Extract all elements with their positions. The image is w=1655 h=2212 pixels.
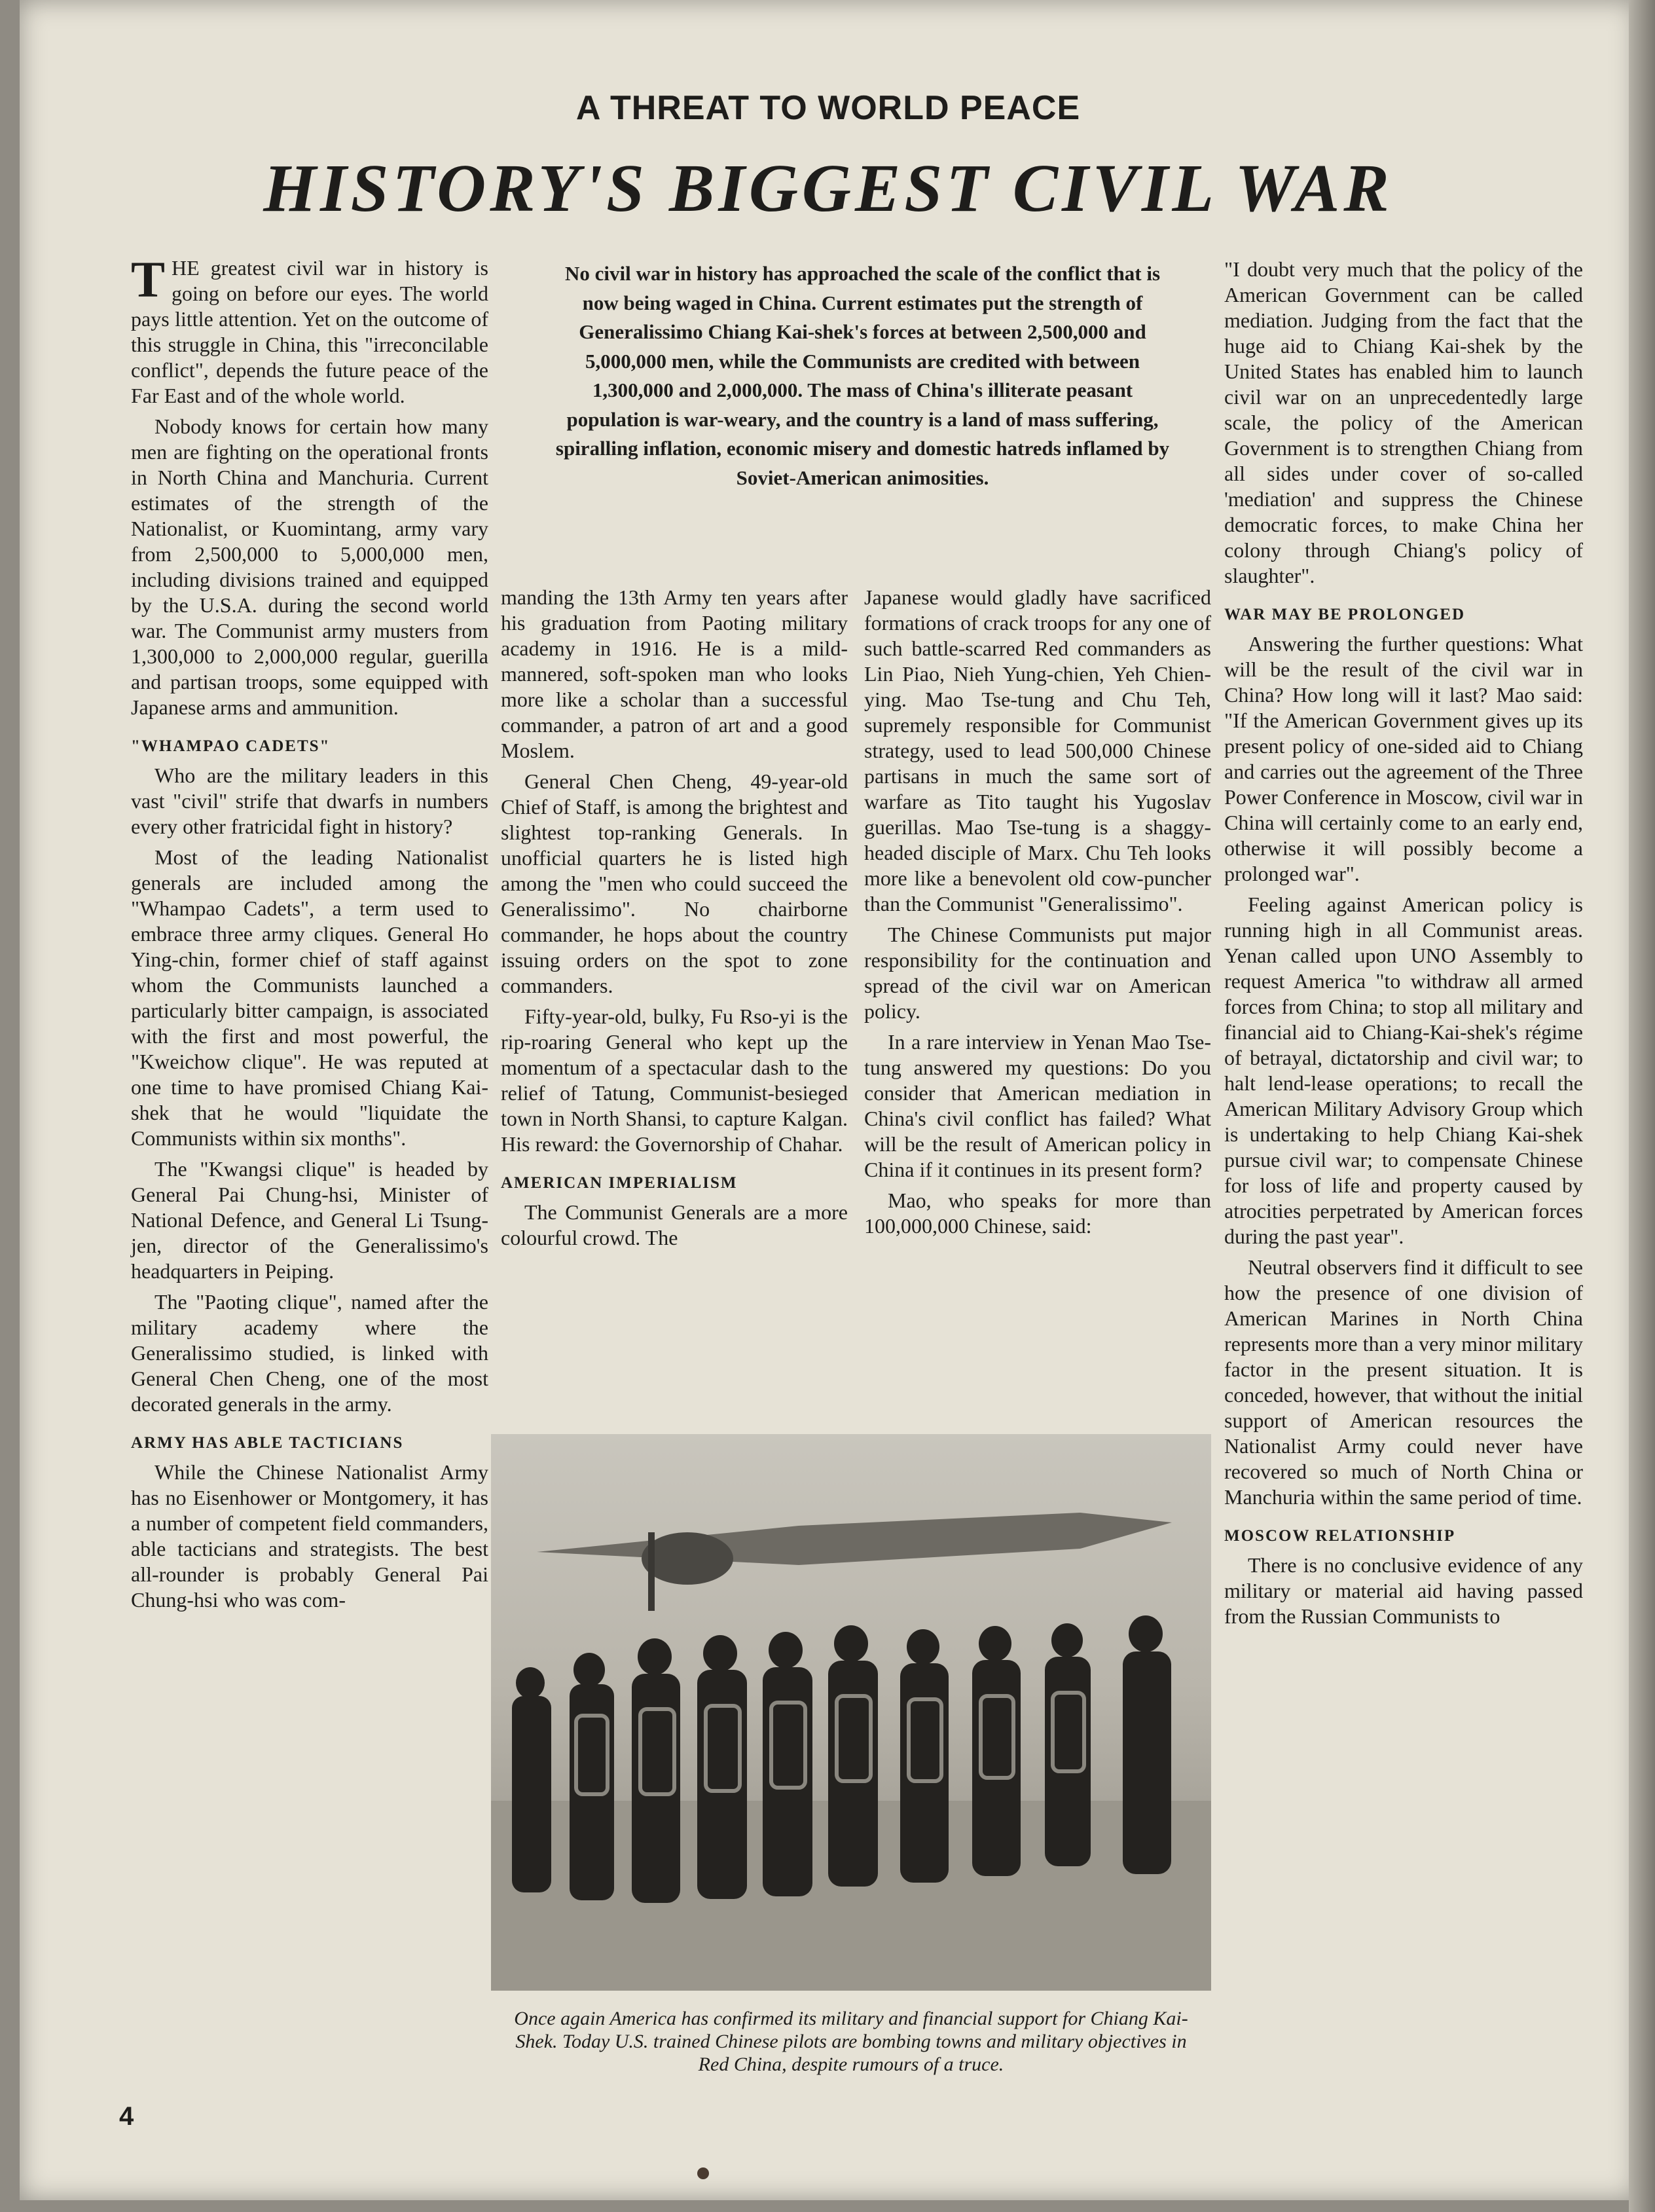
paragraph: General Chen Cheng, 49-year-old Chief of Staff, is among the brightest and slightest top-ranking Generals. In unofficial quarters he is listed high among the "men who could succeed the Generalissimo". No chairborne commander, he hops about the country issuing orders on the spot to zone commanders. [501,769,848,997]
subheading-army-tacticians: ARMY HAS ABLE TACTICIANS [131,1434,404,1452]
paragraph: Answering the further questions: What will be the result of the civil war in China? How long will it last? Mao said: "If the American Government gives up its present policy of one-sided aid to Chiang and carries out the agreement of the Three Power Conference in Moscow, civil war in China will certainly come to an early end, otherwise it will possibly become a prolonged war". [1224,632,1583,885]
paragraph: In a rare interview in Yenan Mao Tse-tung answered my questions: Do you consider that American mediation in China's civil conflict has failed? What will be the result of American policy in China if it continues in its present form? [864,1030,1211,1181]
subheading-american-imperialism: AMERICAN IMPERIALISM [501,1174,738,1192]
subheading-war-prolonged: WAR MAY BE PROLONGED [1224,606,1466,623]
paragraph: There is no conclusive evidence of any military or material aid having passed from the Russian Communists to [1224,1553,1583,1628]
paragraph: Nobody knows for certain how many men are fighting on the operational fronts in North China and Manchuria. Current estimates of the strength of the Nationalist, or Kuomintang, army vary from 2,500,000 to 5,000,000 men, including divisions trained and equipped by the U.S.A. during the second world war. The Communist army musters from 1,300,000 to 2,000,000 regular, guerilla and partisan troops, some equipped with Japanese arms and ammunition. [131,415,488,719]
binding-mark [697,2167,709,2179]
page-number: 4 [119,2102,134,2131]
photo-caption: Once again America has confirmed its military and financial support for Chiang Kai-Shek. Today U.S. trained Chinese pilots are bombing towns and military objectives in Red China, despite rumours of a truce. [514,2008,1188,2075]
drop-cap: T [131,251,166,308]
intro-standfirst: No civil war in history has approached the scale of the conflict that is now being waged in China. Current estimates put the strength of Generalissimo Chiang Kai-shek's forces at between 2,500,000 and 5,000,000 men, while the Communists are credited with between 1,300,000 and 2,000,000. The mass of China's illiterate peasant population is war-weary, and the country is a land of mass suffering, spiralling inflation, economic misery and domestic hatreds inflamed by Soviet-American animosities. [555,262,1170,489]
subheading-whampao-cadets: "WHAMPAO CADETS" [131,737,331,755]
paragraph: The "Paoting clique", named after the military academy where the Generalissimo studied, is linked with General Chen Cheng, one of the most decorated generals in the army. [131,1290,488,1416]
page-spine-edge [1629,0,1655,2212]
paragraph: Feeling against American policy is running high in all Communist areas. Yenan called upon UNO Assembly to request America "to withdraw all armed forces from China; to stop all military and financial aid to Chiang-Kai-shek's régime of betrayal, dictatorship and civil war; to halt lend-lease operations; to recall the American Military Advisory Group which is undertaking to help Chiang Kai-shek pursue civil war; to compensate Chinese for loss of life and property caused by atrocities perpetrated by American forces during the past year". [1224,893,1583,1248]
paragraph: The Communist Generals are a more colourful crowd. The [501,1200,848,1249]
lead-text: HE greatest civil war in history is going on before our eyes. The world pays little attention. Yet on the outcome of this struggle in China, this "irreconcilable conflict", depends the future peace of the Far East and of the whole world. [131,256,488,407]
paragraph: manding the 13th Army ten years after his graduation from Paoting military academy in 1916. He is a mild-mannered, soft-spoken man who looks more like a scholar than a successful commander, a patron of art and a good Moslem. [501,585,848,762]
paragraph: Japanese would gladly have sacrificed formations of crack troops for any one of such battle-scarred Red commanders as Lin Piao, Nieh Yung-chien, Yeh Chien-ying. Mao Tse-tung and Chu Teh, supremely responsible for Communist strategy, used to lead 500,000 Chinese partisans in much the same sort of warfare as Tito taught his Yugoslav guerillas. Mao Tse-tung is a shaggy-headed disciple of Marx. Chu Teh looks more like a benevolent old cow-puncher than the Communist "Generalissimo". [864,585,1211,915]
article-column-3 [864,585,1211,1244]
paragraph: Who are the military leaders in this vast "civil" strife that dwarfs in numbers every other fratricidal fight in history? [131,764,488,838]
paragraph: Mao, who speaks for more than 100,000,000 Chinese, said: [864,1189,1211,1238]
paragraph: Most of the leading Nationalist generals are included among the "Whampao Cadets", a term used to embrace three army cliques. General Ho Ying-chin, former chief of staff against whom the Communists launched a particularly bitter campaign, is associated with the first and most powerful, the "Kweichow clique". He was reputed at one time to have promised Chiang Kai-shek that he would "liquidate the Communists within six months". [131,845,488,1150]
magazine-page [20,0,1637,2200]
lead-paragraph [131,251,488,409]
paragraph: Fifty-year-old, bulky, Fu Rso-yi is the rip-roaring General who kept up the momentum of a spectacular dash to the relief of Tatung, Communist-besieged town in North Shansi, to capture Kalgan. His reward: the Governorship of Chahar. [501,1005,848,1156]
photo-pilots-marching [491,1434,1211,1991]
kicker-heading: A THREAT TO WORLD PEACE [575,89,1081,127]
paragraph: "I doubt very much that the policy of the American Government can be called mediation. Judging from the fact that the huge aid to Chiang Kai-shek by the United States has enabled him to launch civil war on an unprecedentedly large scale, the policy of the American Government is to strengthen Chiang from all sides under cover of so-called 'mediation' and suppress the Chinese democratic forces, to make China her colony through Chiang's policy of slaughter". [1224,257,1583,587]
page-title: HISTORY'S BIGGEST CIVIL WAR [263,151,1393,226]
paragraph: The "Kwangsi clique" is headed by General Pai Chung-hsi, Minister of National Defence, and General Li Tsung-jen, director of the Generalissimo's headquarters in Peiping. [131,1157,488,1283]
article-column-4 [1224,257,1583,1634]
article-column-1 [131,251,488,1618]
subheading-moscow-relationship: MOSCOW RELATIONSHIP [1224,1527,1456,1545]
paragraph: Neutral observers find it difficult to see how the presence of one division of American Marines in North China represents more than a very minor military factor in the present situation. It is conceded, however, that without the initial support of American resources the Nationalist Army could never have recovered so much of North China or Manchuria within the same period of time. [1224,1255,1583,1509]
paragraph: The Chinese Communists put major responsibility for the continuation and spread of the civil war on American policy. [864,923,1211,1023]
photo-image [491,1434,1211,1991]
article-column-2 [501,585,848,1256]
paragraph: While the Chinese Nationalist Army has no Eisenhower or Montgomery, it has a number of competent field commanders, able tacticians and strategists. The best all-rounder is probably General Pai Chung-hsi who was com- [131,1460,488,1612]
